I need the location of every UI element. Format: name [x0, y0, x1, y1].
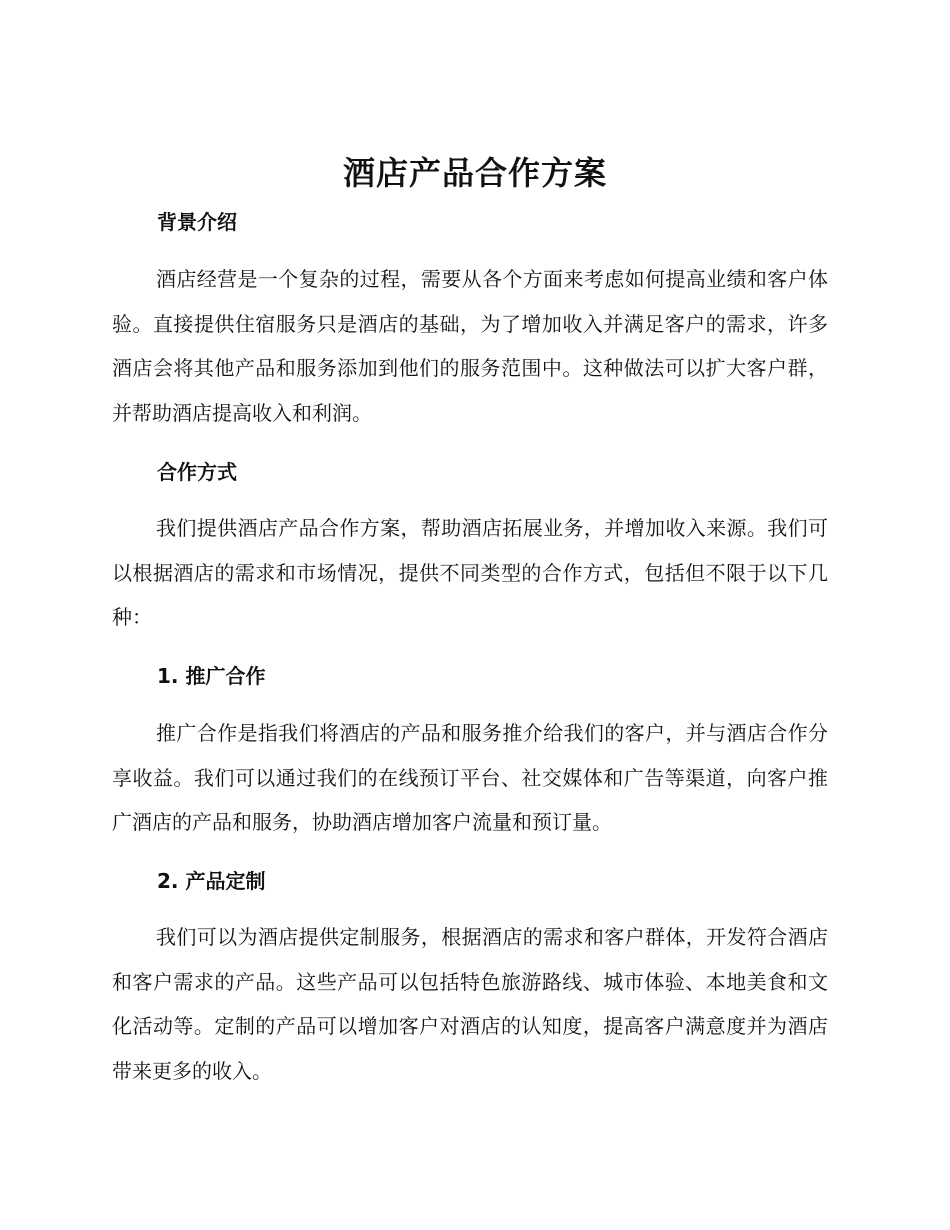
section-paragraph-promotion: 推广合作是指我们将酒店的产品和服务推介给我们的客户，并与酒店合作分享收益。我们可以通过我们的在线预订平台、社交媒体和广告等渠道，向客户推广酒店的产品和服务，协助酒店增加客户流量和预订量。 — [112, 721, 828, 835]
section-paragraph-background: 酒店经营是一个复杂的过程，需要从各个方面来考虑如何提高业绩和客户体验。直接提供住宿服务只是酒店的基础，为了增加收入并满足客户的需求，许多酒店会将其他产品和服务添加到他们的服务范围中。这种做法可以扩大客户群，并帮助酒店提高收入和利润。 — [112, 267, 828, 425]
section-paragraph-cooperation: 我们提供酒店产品合作方案，帮助酒店拓展业务，并增加收入来源。我们可以根据酒店的需求和市场情况，提供不同类型的合作方式，包括但不限于以下几种： — [112, 516, 828, 630]
document-title: 酒店产品合作方案 — [342, 154, 607, 192]
section-heading-cooperation: 合作方式 — [157, 460, 237, 484]
section-heading-customization: 2. 产品定制 — [157, 869, 266, 893]
section-heading-promotion: 1. 推广合作 — [157, 664, 266, 688]
section-paragraph-customization: 我们可以为酒店提供定制服务，根据酒店的需求和客户群体，开发符合酒店和客户需求的产品。这些产品可以包括特色旅游路线、城市体验、本地美食和文化活动等。定制的产品可以增加客户对酒店的认知度，提高客户满意度并为酒店带来更多的收入。 — [112, 925, 828, 1083]
section-heading-background: 背景介绍 — [157, 210, 237, 234]
